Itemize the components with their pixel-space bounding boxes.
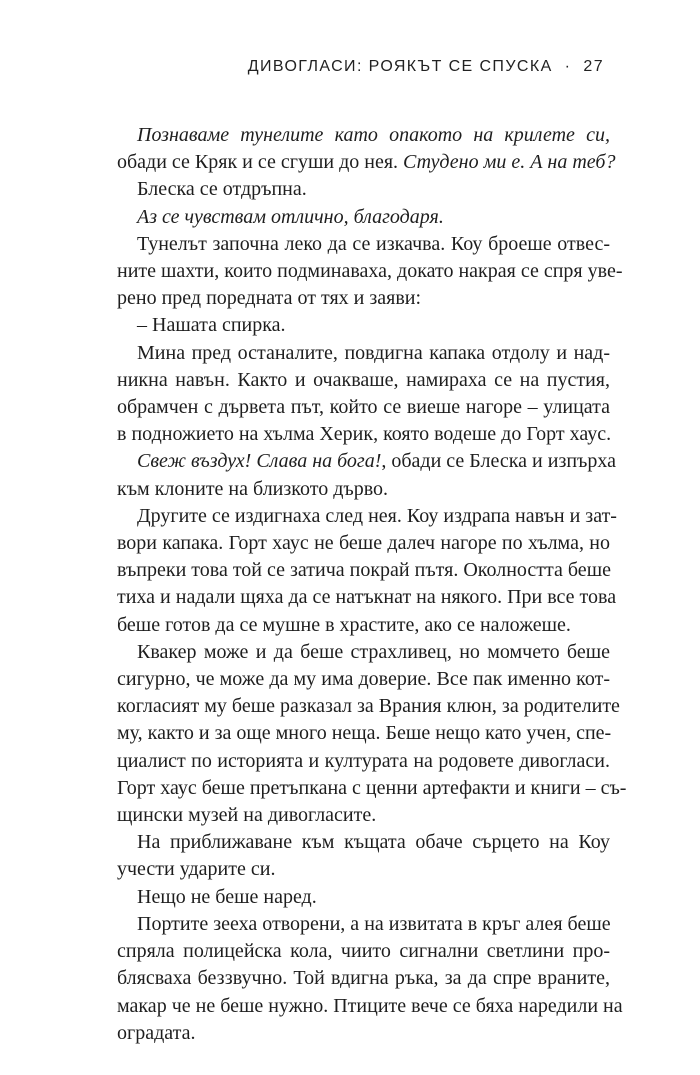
text: На приближаване към къщата обаче сърцето на Коу — [137, 831, 610, 854]
paragraph — [117, 176, 610, 203]
text-line — [117, 965, 610, 992]
text-line — [117, 666, 610, 693]
text-line — [117, 204, 610, 231]
text: му, както и за още много неща. Беше нещо като учен, спе- — [117, 722, 612, 745]
text-line — [117, 938, 610, 965]
italic-text: Познаваме тунелите като опакото на крилете си, — [137, 124, 610, 146]
text: учести ударите си. — [117, 858, 276, 881]
text: ните шахти, които подминаваха, докато накрая се спря уве- — [117, 260, 623, 283]
paragraph — [117, 911, 623, 1047]
text-line — [117, 884, 610, 911]
paragraph — [117, 312, 610, 339]
text: Тунелът започна леко да се изкачва. Коу броеше отвес- — [137, 232, 610, 255]
paragraph — [117, 122, 616, 176]
text: щински музей на дивогласите. — [117, 804, 377, 827]
italic-text: Студено ми е. А на теб? — [403, 151, 616, 174]
paragraph — [117, 340, 610, 449]
text-line — [117, 829, 610, 856]
text: беше готов да се мушне в храстите, ако се наложеше. — [117, 613, 571, 636]
text: Другите се издигнаха след нея. Коу издрапа навън и зат- — [137, 504, 617, 527]
text: никна навън. Както и очакваше, намираха се на пустия, — [117, 368, 610, 391]
text: циалист по историята и културата на родовете дивогласи. — [117, 749, 610, 772]
text: – Нашата спирка. — [137, 314, 286, 337]
text: обади се Кряк и се сгуши до нея. — [117, 151, 404, 174]
text: въпреки това той се затича покрай пътя. Околността беше — [117, 559, 611, 582]
text-line — [117, 448, 617, 475]
text: тиха и надали щяха да се натъкнат на някого. При все това — [117, 586, 617, 609]
paragraph — [117, 448, 617, 502]
text-line — [117, 231, 610, 258]
running-header-title: ДИВОГЛАСИ: РОЯКЪТ СЕ СПУСКА — [247, 58, 553, 75]
text-line — [117, 149, 616, 176]
text: вори капака. Горт хаус не беше далеч нагоре по хълма, но — [117, 532, 610, 555]
text-line — [117, 775, 627, 802]
text-line — [117, 993, 623, 1020]
text: спряла полицейска кола, чиито сигнални светлини про- — [117, 940, 610, 963]
text: към клоните на близкото дърво. — [117, 477, 389, 500]
text: Квакер може и да беше страхливец, но момчето беше — [137, 640, 610, 663]
italic-text: Аз се чувствам отлично, благодаря. — [137, 205, 444, 228]
italic-text: Свеж въздух! Слава на бога! — [137, 450, 382, 473]
text-line — [117, 911, 610, 938]
text-line — [117, 557, 610, 584]
text-line — [117, 503, 617, 530]
paragraph — [117, 829, 610, 883]
text-line — [117, 639, 610, 666]
paragraph — [117, 639, 627, 829]
paragraph — [117, 231, 623, 313]
text: оградата. — [117, 1021, 196, 1044]
page-body-text — [117, 122, 627, 1047]
text-line — [117, 258, 623, 285]
text: Блеска се отдръпна. — [137, 178, 307, 201]
text: макар че не беше нужно. Птиците вече се бяха наредили на — [117, 994, 623, 1017]
paragraph — [117, 503, 617, 639]
text-line — [117, 584, 617, 611]
text-line — [117, 612, 610, 639]
text: когласият му беше разказал за Врания клюн, за родителите — [117, 695, 620, 718]
text: Нещо не беше наред. — [137, 885, 317, 908]
text-line — [117, 476, 610, 503]
text: рено пред поредната от тях и заяви: — [117, 287, 422, 310]
text: Мина пред останалите, повдигна капака отдолу и над- — [137, 341, 610, 364]
header-separator: · — [564, 58, 572, 75]
text-line — [117, 421, 610, 448]
text: Портите зееха отворени, а на извитата в кръг алея беше — [137, 912, 611, 935]
text: , обади се Блеска и изпърха — [381, 450, 617, 473]
text-line — [117, 856, 610, 883]
text-line — [117, 530, 610, 557]
text-line — [117, 394, 610, 421]
text-line — [117, 693, 620, 720]
text-line — [117, 748, 610, 775]
text: сигурно, че може да му има доверие. Все пак именно кот- — [117, 668, 610, 691]
text-line — [117, 176, 610, 203]
text-line — [117, 1020, 610, 1047]
page-number: 27 — [583, 58, 604, 75]
text: Горт хаус беше претъпкана с ценни артефакти и книги – съ- — [117, 776, 627, 799]
text-line — [117, 122, 610, 149]
text-line — [117, 367, 610, 394]
text-line — [117, 312, 610, 339]
text: обрамчен с дървета път, който се виеше нагоре – улицата — [117, 396, 610, 419]
text-line — [117, 720, 610, 747]
paragraph — [117, 204, 610, 231]
text-line — [117, 340, 610, 367]
text: блясваха беззвучно. Той вдигна ръка, за да спре враните, — [117, 967, 610, 990]
running-header — [248, 58, 604, 76]
text-line — [117, 802, 610, 829]
text-line — [117, 285, 610, 312]
text: в подножието на хълма Херик, която водеше до Горт хаус. — [117, 423, 612, 446]
paragraph — [117, 884, 610, 911]
